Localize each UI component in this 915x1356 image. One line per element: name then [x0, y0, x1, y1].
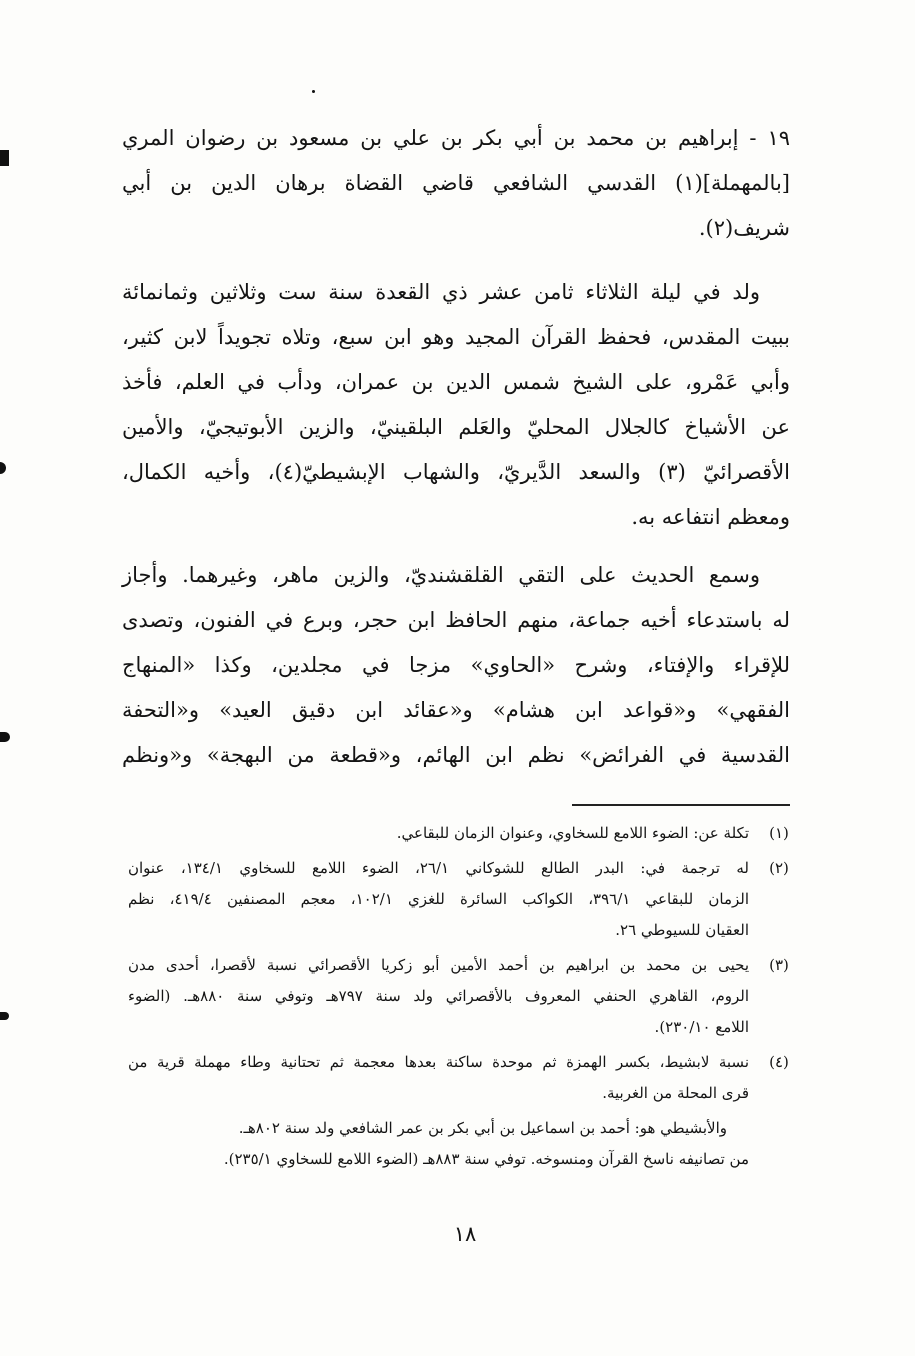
footnote-number: (٢): [769, 859, 789, 877]
footnote-4: [128, 1047, 796, 1175]
text-line: الفقهي» و«قواعد ابن هشام» و«عقائد ابن دقيق العيد» و«التحفة: [122, 698, 790, 722]
text-line: ومعظم انتفاعه به.: [631, 505, 790, 529]
page-number: ١٨: [453, 1222, 477, 1246]
footnote-2: [128, 853, 796, 946]
footnote-line: نسبة لابشيط، بكسر الهمزة ثم موحدة ساكنة بعدها معجمة ثم تحتانية وطاء مهملة قرية من: [128, 1053, 749, 1071]
footnote-3: [128, 950, 796, 1043]
text-line: عن الأشياخ كالجلال المحليّ والعَلم البلقينيّ، والزين الأبوتيجيّ، والأمين: [122, 415, 790, 439]
text-line: وسمع الحديث على التقي القلقشنديّ، والزين ماهر، وغيرهما. وأجاز: [122, 563, 760, 587]
text-line: للإقراء والإفتاء، وشرح «الحاوي» مزجا في مجلدين، وكذا «المنهاج: [122, 653, 790, 677]
footnote-line: تكلة عن: الضوء اللامع للسخاوي، وعنوان الزمان للبقاعي.: [396, 824, 749, 842]
footnote-line: له ترجمة في: البدر الطالع للشوكاني ٢٦/١، الضوء اللامع للسخاوي ١٣٤/١، عنوان: [128, 859, 749, 877]
text-line: الأقصرائيّ (٣) والسعد الدَّيريّ، والشهاب الإبشيطيّ(٤)، وأخيه الكمال،: [122, 460, 791, 484]
text-line: وأبي عَمْرو، على الشيخ شمس الدين بن عمران، ودأب في العلم، فأخذ: [122, 370, 790, 394]
footnote-number: (١): [769, 824, 789, 842]
footnote-line: قرى المحلة من الغربية.: [602, 1084, 749, 1102]
scan-mark: [0, 1012, 9, 1020]
footnote-number: (٤): [769, 1053, 789, 1071]
text-line: ببيت المقدس، فحفظ القرآن المجيد وهو ابن سبع، وتلاه تجويداً لابن كثير،: [122, 325, 790, 349]
heading-line: ١٩ - إبراهيم بن محمد بن أبي بكر بن علي بن مسعود بن رضوان المري: [122, 126, 790, 150]
scan-mark: [0, 462, 6, 474]
footnote-number: (٣): [769, 956, 789, 974]
footnote-line: الزمان للبقاعي ٣٩٦/١، الكواكب السائرة للغزي ١٠٢/١، معجم المصنفين ٤١٩/٤، نظم: [128, 890, 750, 908]
footnote-line: الروم، القاهري الحنفي المعروف بالأقصرائي ولد سنة ٧٩٧هـ وتوفي سنة ٨٨٠هـ. (الضوء: [128, 987, 749, 1005]
scan-mark: [0, 732, 10, 742]
text-line: ولد في ليلة الثلاثاء ثامن عشر ذي القعدة سنة ست وثلاثين وثمانمائة: [122, 280, 760, 304]
footnote-continuation-line: من تصانيفه ناسخ القرآن ومنسوخه. توفي سنة ٨٨٣هـ (الضوء اللامع للسخاوي ٢٣٥/١).: [223, 1150, 749, 1168]
paragraph-2: [122, 553, 790, 778]
heading-line: [بالمهملة](١) القدسي الشافعي قاضي القضاة برهان الدين بن أبي: [122, 171, 790, 195]
heading-line: شريف(٢).: [698, 216, 790, 240]
scan-dot: [312, 90, 315, 93]
text-line: له باستدعاء أخيه جماعة، منهم الحافظ ابن حجر، وبرع في الفنون، وتصدى: [122, 608, 790, 632]
entry-heading: [122, 116, 790, 251]
footnote-line: العقيان للسيوطي ٢٦.: [615, 921, 749, 939]
paragraph-1: [122, 270, 790, 540]
footnote-separator: [572, 804, 790, 806]
text-line: القدسية في الفرائض» نظم ابن الهائم، و«قطعة من البهجة» و«ونظم: [122, 743, 790, 767]
scan-mark: [0, 150, 9, 166]
footnote-1: [128, 818, 796, 849]
footnotes: [128, 818, 796, 1175]
footnote-line: يحيى بن محمد بن ابراهيم بن أحمد الأمين أبو زكريا الأقصرائي نسبة لأقصرا، أحدى مدن: [128, 956, 749, 974]
footnote-continuation-line: والأبشيطي هو: أحمد بن اسماعيل بن أبي بكر بن عمر الشافعي ولد سنة ٨٠٢هـ.: [238, 1119, 727, 1137]
footnote-line: اللامع ٢٣٠/١٠).: [654, 1018, 749, 1036]
